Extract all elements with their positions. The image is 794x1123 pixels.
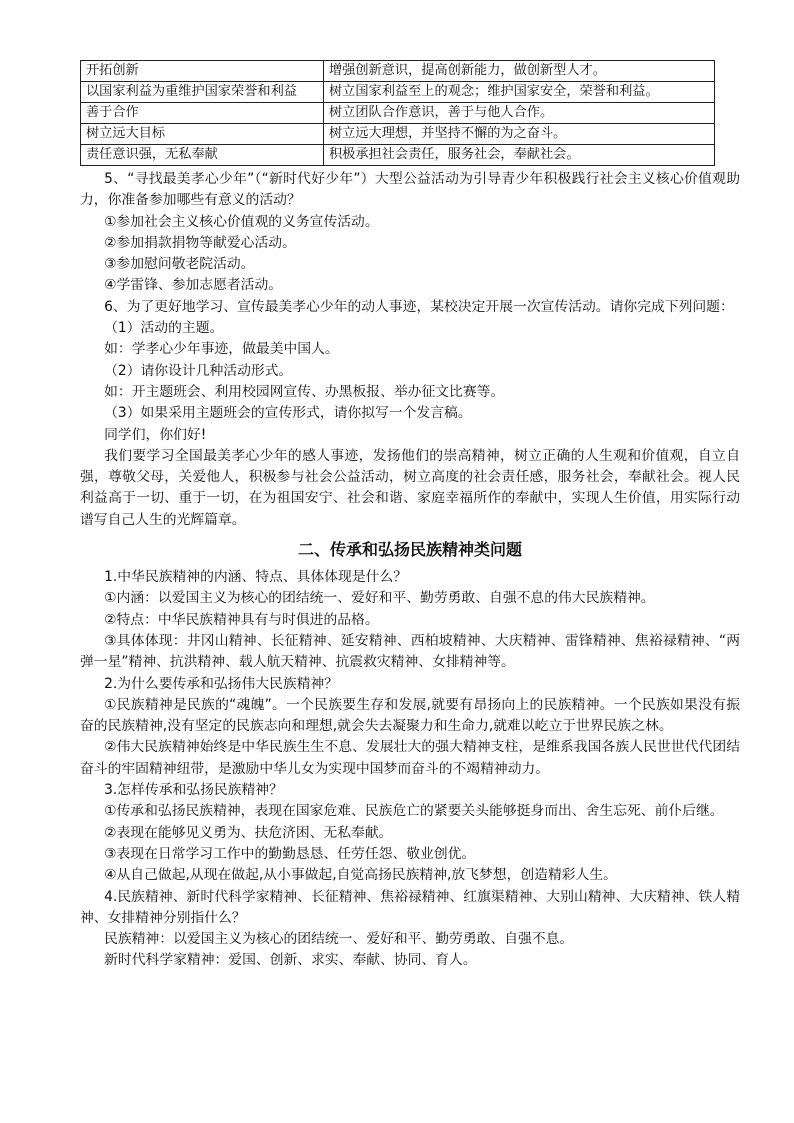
table-cell-trait: 开拓创新	[81, 61, 324, 82]
table-cell-trait: 以国家利益为重维护国家荣誉和利益	[81, 82, 324, 103]
answer-item: ②特点：中华民族精神具有与时俱进的品格。	[104, 611, 379, 628]
answer-item: ③具体体现：井冈山精神、长征精神、延安精神、西柏坡精神、大庆精神、雷锋精神、焦裕禄精神、“两弹一星”精神、抗洪精神、载人航天精神、抗震救灾精神、女排精神等。	[80, 632, 740, 671]
answer-item: ②伟大民族精神始终是中华民族生生不息、发展壮大的强大精神支柱，是维系我国各族人民世世代代团结奋斗的牢固精神纽带，是激励中华儿女为实现中国梦而奋斗的不竭精神动力。	[80, 739, 740, 777]
answer-item: ④学雷锋、参加志愿者活动。	[104, 277, 283, 294]
table-row	[81, 103, 715, 124]
sub-question: （2）请你设计几种活动形式。	[104, 362, 293, 379]
sub-question: （1）活动的主题。	[104, 320, 224, 337]
sub-question: （3）如果采用主题班会的宣传形式，请你拟写一个发言稿。	[104, 405, 472, 422]
answer-item: ②参加捐款捐物等献爱心活动。	[104, 234, 296, 251]
table-row	[81, 124, 715, 145]
answer-item: ①参加社会主义核心价值观的义务宣传活动。	[104, 213, 379, 230]
table-cell-desc: 增强创新意识，提高创新能力，做创新型人才。	[324, 61, 715, 82]
table-row	[81, 145, 715, 166]
speech-body: 我们要学习全国最美孝心少年的感人事迹，发扬他们的崇高精神，树立正确的人生观和价值观，自立自强，尊敬父母，关爱他人，积极参与社会公益活动，树立高度的社会责任感，服务社会，奉献社会。视人民利益高于一切、重于一切，在为祖国安宁、社会和谐、家庭幸福所作的奉献中，实现人生价值，用实际行动谱写自己人生的光辉篇章。	[80, 447, 740, 528]
question: 4.民族精神、新时代科学家精神、长征精神、焦裕禄精神、红旗渠精神、大别山精神、大庆精神、铁人精神、女排精神分别指什么？	[80, 888, 740, 926]
table-cell-desc: 积极承担社会责任，服务社会，奉献社会。	[324, 145, 715, 166]
answer-item: ①内涵：以爱国主义为核心的团结统一、爱好和平、勤劳勇敢、自强不息的伟大民族精神。	[104, 590, 655, 607]
answer-item: 新时代科学家精神：爱国、创新、求实、奉献、协同、育人。	[104, 952, 477, 969]
answer-item: ①民族精神是民族的“魂魄”。一个民族要生存和发展,就要有昂扬向上的民族精神。一个民族如果没有振奋的民族精神,没有坚定的民族志向和理想,就会失去凝聚力和生命力,就难以屹立于世界民族之林。	[80, 696, 740, 735]
speech-greeting: 同学们，你们好!	[104, 426, 207, 443]
document-body	[80, 169, 740, 972]
trait-table	[80, 60, 715, 166]
table-cell-trait: 责任意识强，无私奉献	[81, 145, 324, 166]
question: 3.怎样传承和弘扬民族精神？	[104, 782, 283, 799]
question-6: 6、为了更好地学习、宣传最美孝心少年的动人事迹，某校决定开展一次宣传活动。请你完成下列问题：	[104, 298, 734, 315]
question-5: 5、“寻找最美孝心少年”（“新时代好少年”）大型公益活动为引导青少年积极践行社会主义核心价值观助力，你准备参加哪些有意义的活动？	[80, 171, 740, 209]
table-cell-trait: 善于合作	[81, 103, 324, 124]
question: 1.中华民族精神的内涵、特点、具体体现是什么？	[104, 569, 408, 586]
question: 2.为什么要传承和弘扬伟大民族精神？	[104, 675, 339, 692]
table-cell-desc: 树立远大理想，并坚持不懈的为之奋斗。	[324, 124, 715, 145]
table-cell-trait: 树立远大目标	[81, 124, 324, 145]
answer-item: ④从自己做起,从现在做起,从小事做起,自觉高扬民族精神,放飞梦想，创造精彩人生。	[104, 867, 617, 884]
table-row	[81, 82, 715, 103]
answer-item: 如：学孝心少年事迹，做最美中国人。	[104, 341, 339, 358]
answer-item: 如：开主题班会、利用校园网宣传、办黑板报、举办征文比赛等。	[104, 383, 505, 400]
table-cell-desc: 树立团队合作意识，善于与他人合作。	[324, 103, 715, 124]
table-row	[81, 61, 715, 82]
answer-item: ②表现在能够见义勇为、扶危济困、无私奉献。	[104, 824, 393, 841]
answer-item: 民族精神：以爱国主义为核心的团结统一、爱好和平、勤劳勇敢、自强不息。	[104, 931, 574, 948]
table-cell-desc: 树立国家利益至上的观念；维护国家安全，荣誉和利益。	[324, 82, 715, 103]
section-heading: 二、传承和弘扬民族精神类问题	[297, 540, 522, 560]
answer-item: ③表现在日常学习工作中的勤勤恳恳、任劳任怨、敬业创优。	[104, 845, 476, 862]
answer-item: ③参加慰问敬老院活动。	[104, 256, 255, 273]
answer-item: ①传承和弘扬民族精神，表现在国家危难、民族危亡的紧要关头能够挺身而出、舍生忘死、前仆后继。	[104, 803, 724, 820]
